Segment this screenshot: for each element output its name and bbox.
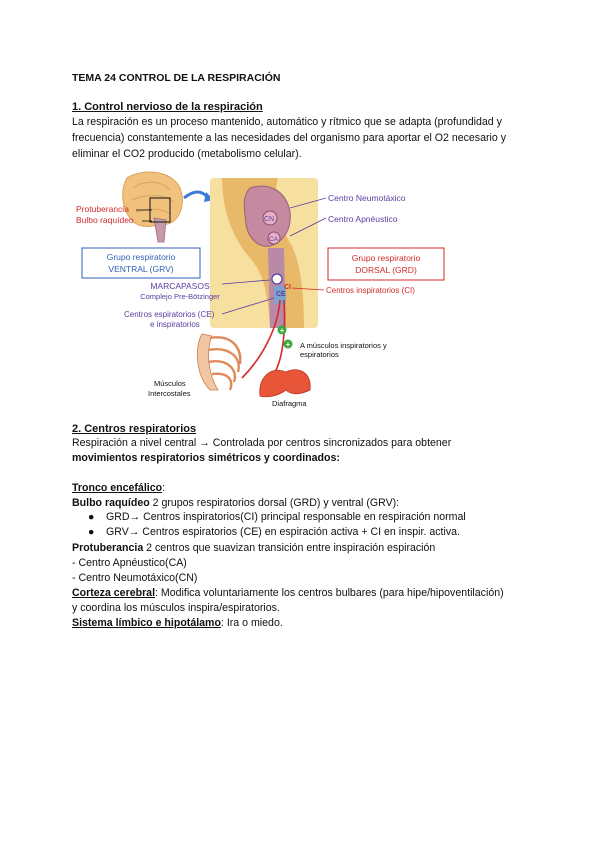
grv-title: Grupo respiratorio [106,252,176,262]
section2-line2: movimientos respiratorios simétricos y coordinados: [72,452,340,464]
cn-label: CN [264,216,275,223]
item-ca: - Centro Apnéustico(CA) [72,557,187,569]
ca-label: CA [269,236,279,243]
tronco-line [72,481,165,496]
sistema-label: Sistema límbico e hipotálamo [72,617,221,629]
label-centros-inspiratorios: Centros inspiratorios (CI) [326,286,415,295]
corteza-line [72,586,504,601]
protuberancia-line [72,541,435,556]
label-centro-neumotaxico: Centro Neumotáxico [328,193,406,203]
label-diafragma: Diafragma [272,399,307,408]
section2-line1: Respiración a nivel central → Controlada por centros sincronizados para obtener [72,437,452,449]
section2-heading: 2. Centros respiratorios [72,423,197,435]
bullet-text: GRV→ Centros espiratorios (CE) en espiración activa + CI en inspir. activa. [106,526,460,538]
grv-subtitle: VENTRAL (GRV) [108,264,174,274]
label-complejo: Complejo Pre-Bötzinger [140,292,220,301]
tronco-colon: : [162,482,166,494]
label-centro-apneustico: Centro Apnéustico [328,214,398,224]
brain-thumbnail [123,172,183,242]
bulbo-text: 2 grupos respiratorios dorsal (GRD) y ventral (GRV): [149,497,400,509]
corteza-label: Corteza cerebral [72,587,156,599]
section1-heading: 1. Control nervioso de la respiración [72,101,263,113]
list-item [88,526,460,538]
label-espiratorios: espiratorios [300,350,339,359]
label-intercostales: Intercostales [148,389,191,398]
item-cn: - Centro Neumotáxico(CN) [72,572,198,584]
label-musculos: A músculos inspiratorios y [300,341,387,350]
page-title: TEMA 24 CONTROL DE LA RESPIRACIÓN [72,72,281,84]
section1-paragraph: La respiración es un proceso mantenido, automático y rítmico que se adapta (profundidad y frecuencia) constantemente a las necesidades del organismo para aportar el O2 necesario y eliminar el CO2 producido (metabolismo celular). [72,116,507,160]
label-protuberancia: Protuberancia [76,204,129,214]
bullet-icon: ● [88,526,95,538]
bulbo-label: Bulbo raquídeo [72,497,150,509]
tronco-label: Tronco encefálico [72,482,163,494]
list-item [88,511,466,523]
label-e-inspiratorios: e inspiratorios [150,320,200,329]
label-marcapasos: MARCAPASOS [150,281,210,291]
label-centros-espiratorios: Centros espiratorios (CE) [124,310,215,319]
ce-label: CE [276,291,286,298]
plus-sign: + [285,340,291,349]
sistema-text: : Ira o miedo. [220,617,283,629]
label-bulbo: Bulbo raquídeo [76,215,134,225]
protuberancia-label: Protuberancia [72,542,144,554]
rib-cage-illustration [197,334,240,390]
corteza-line2: y coordina los músculos inspira/espiratorios. [72,602,280,614]
brainstem-illustration [210,178,318,328]
arrow-icon [184,192,208,198]
corteza-text: : Modifica voluntariamente los centros bulbares (para hipe/hipoventilación) [155,587,504,599]
grd-title: Grupo respiratorio [351,253,421,263]
sistema-line [72,616,283,631]
diaphragm-illustration [260,370,310,397]
label-musculos-int: Músculos [154,379,186,388]
bullet-text: GRD→ Centros inspiratorios(CI) principal responsable en respiración normal [106,511,466,523]
grd-subtitle: DORSAL (GRD) [355,265,417,275]
plus-sign: + [279,326,285,335]
protuberancia-text: 2 centros que suavizan transición entre inspiración espiración [143,542,436,554]
ci-label: CI [284,284,291,291]
respiration-figure [72,168,528,410]
bullet-icon: ● [88,511,95,523]
bulbo-line [72,496,399,511]
